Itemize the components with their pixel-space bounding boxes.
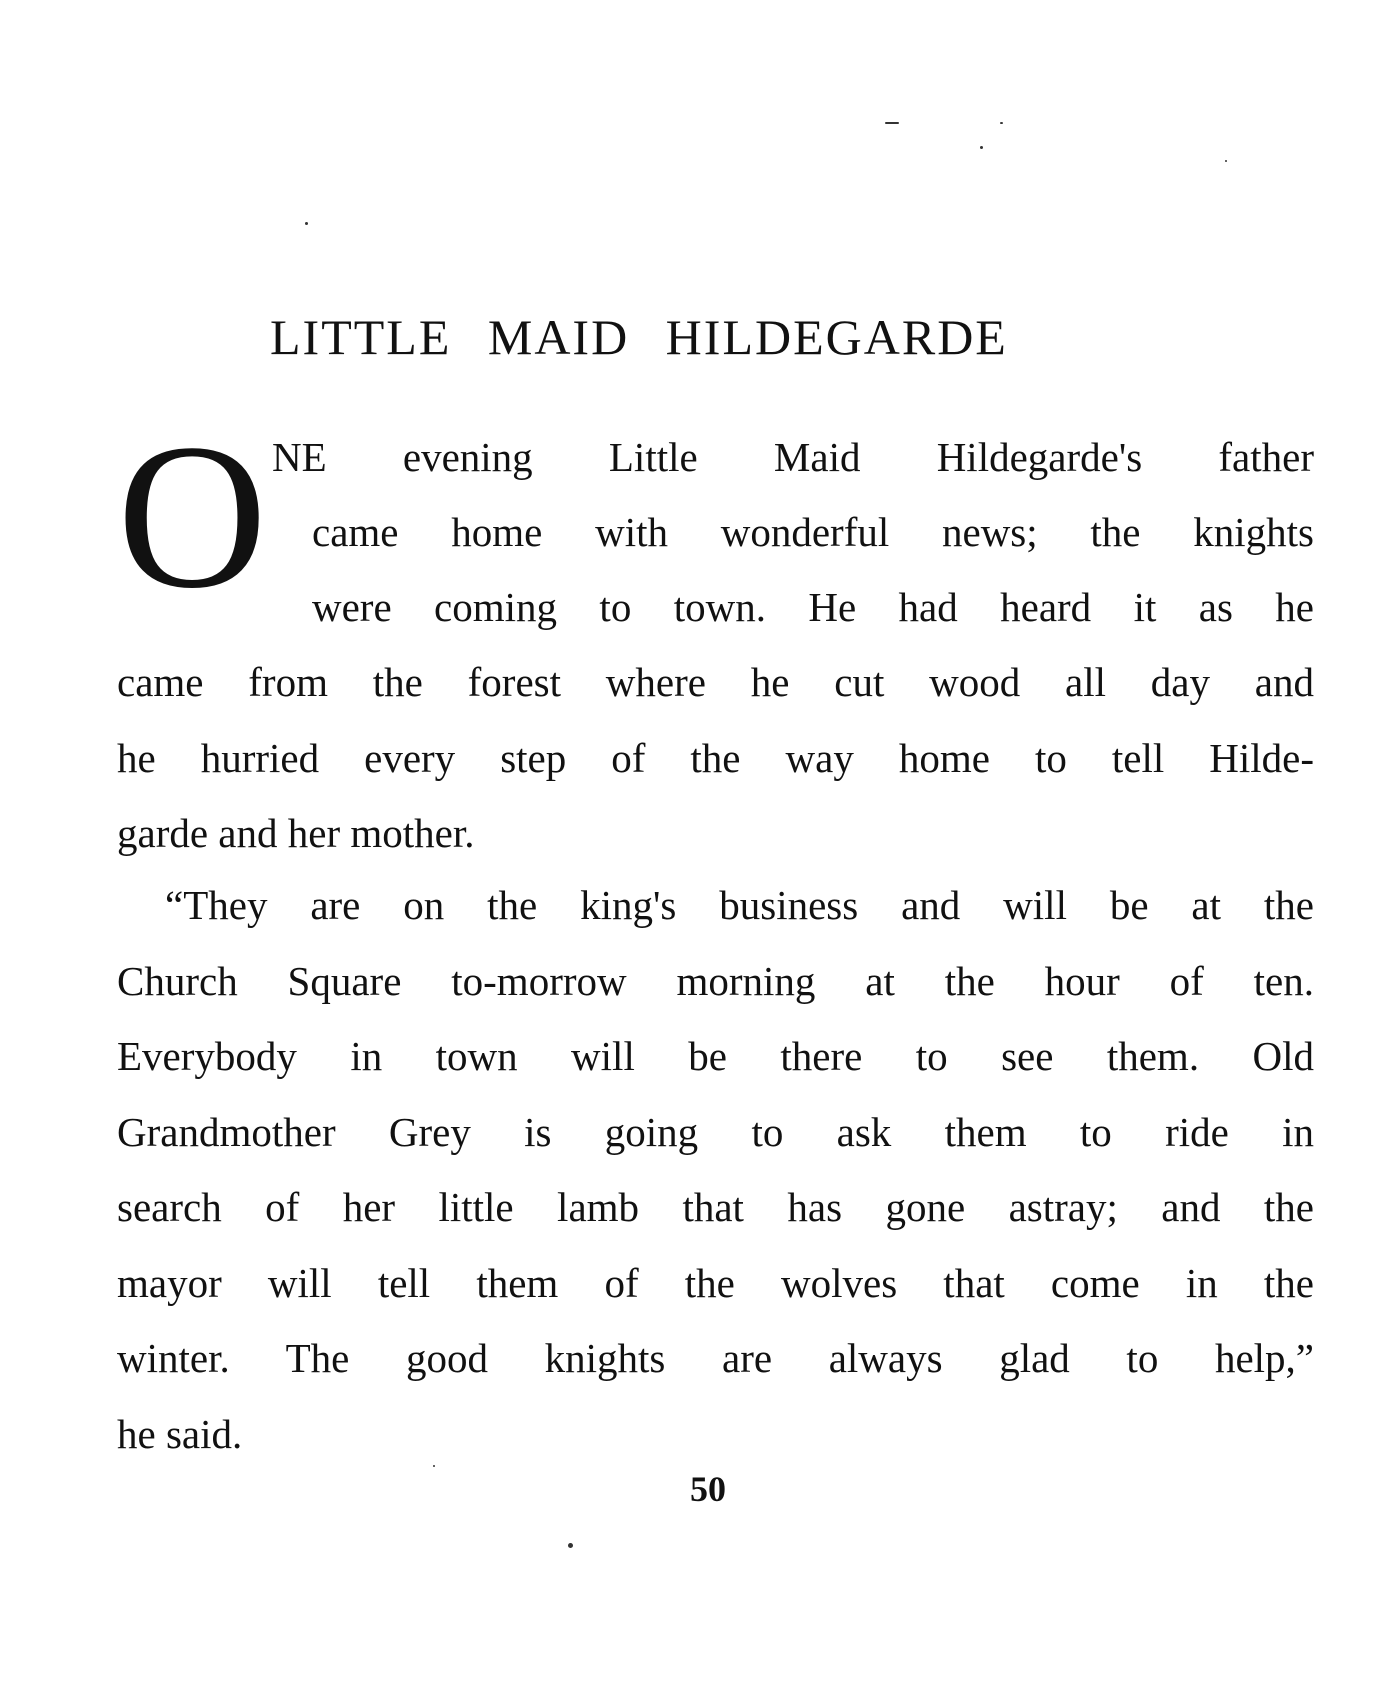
page-number: 50 [690,1469,726,1509]
text-line: came from the forest where he cut wood all day and [117,659,1314,705]
text-line: “They are on the king's business and will be at the [165,882,1314,928]
print-speck [568,1543,573,1548]
print-speck [980,146,983,149]
text-line: he said. [117,1410,243,1457]
print-speck [885,122,899,124]
print-speck [305,222,308,225]
text-line: search of her little lamb that has gone astray; and the [117,1184,1314,1230]
chapter-title: LITTLE MAID HILDEGARDE [270,309,1008,365]
paragraph-2 [117,868,1314,1472]
drop-cap: O [117,401,268,631]
text-line: Church Square to-morrow morning at the hour of ten. [117,957,1314,1004]
text-line: NE evening Little Maid Hildegarde's father [272,434,1314,480]
text-line: Grandmother Grey is going to ask them to ride in [117,1108,1314,1155]
text-line: Everybody in town will be there to see them. Old [117,1033,1314,1079]
paragraph-1-continuation [117,645,1314,872]
print-speck [1225,160,1227,162]
text-line: winter. The good knights are always glad to help,” [117,1335,1314,1381]
text-line: garde and her mother. [117,810,475,856]
text-line: he hurried every step of the way home to tell Hilde- [117,734,1314,781]
text-line: came home with wonderful news; the knights [312,509,1314,555]
text-line: mayor will tell them of the wolves that come in the [117,1259,1314,1306]
print-speck [1000,122,1003,124]
text-line: were coming to town. He had heard it as he [312,584,1314,630]
